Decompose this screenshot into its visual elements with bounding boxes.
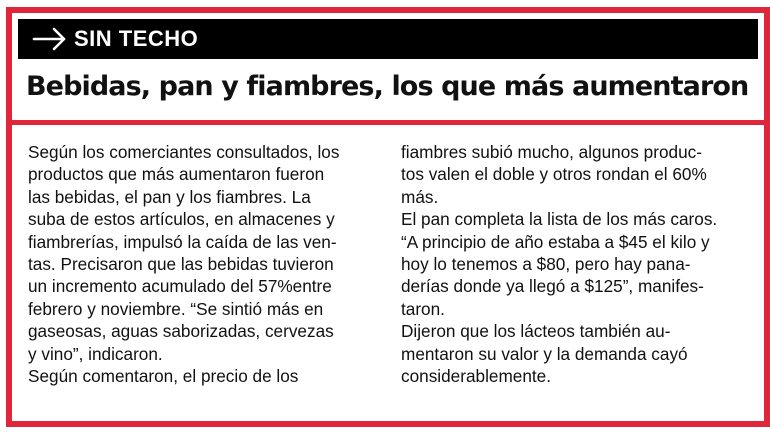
section-label: SIN TECHO: [74, 26, 199, 51]
body-column-right: fiambres subió mucho, algunos produc- tos valen el doble y otros rondan el 60% más. El pan completa la lista de los más caros. “A principio de año estaba a $45 el kilo y hoy lo tenemos a $80, pero hay pana- derías donde ya llegó a $125”, manifes- taron. Dijeron que los lácteos también au- mentaron su valor y la demanda cayó considerablemente.: [401, 142, 718, 387]
divider: [12, 120, 764, 125]
section-bar: [18, 19, 758, 59]
body-column-left: Según los comerciantes consultados, los productos que más aumentaron fueron las bebidas, el pan y los fiambres. La suba de estos artículos, en almacenes y fiambrerías, impulsó la caída de las ven- tas. Precisaron que las bebidas tuvieron un incremento acumulado del 57%entre febrero y noviembre. “Se sintió más en gaseosas, aguas saborizadas, cervezas y vino”, indicaron. Según comentaron, el precio de los: [28, 142, 340, 387]
headline: Bebidas, pan y fiambres, los que más aumentaron: [26, 71, 749, 102]
arrow-right-icon: [30, 19, 70, 59]
article-box: [6, 7, 770, 427]
